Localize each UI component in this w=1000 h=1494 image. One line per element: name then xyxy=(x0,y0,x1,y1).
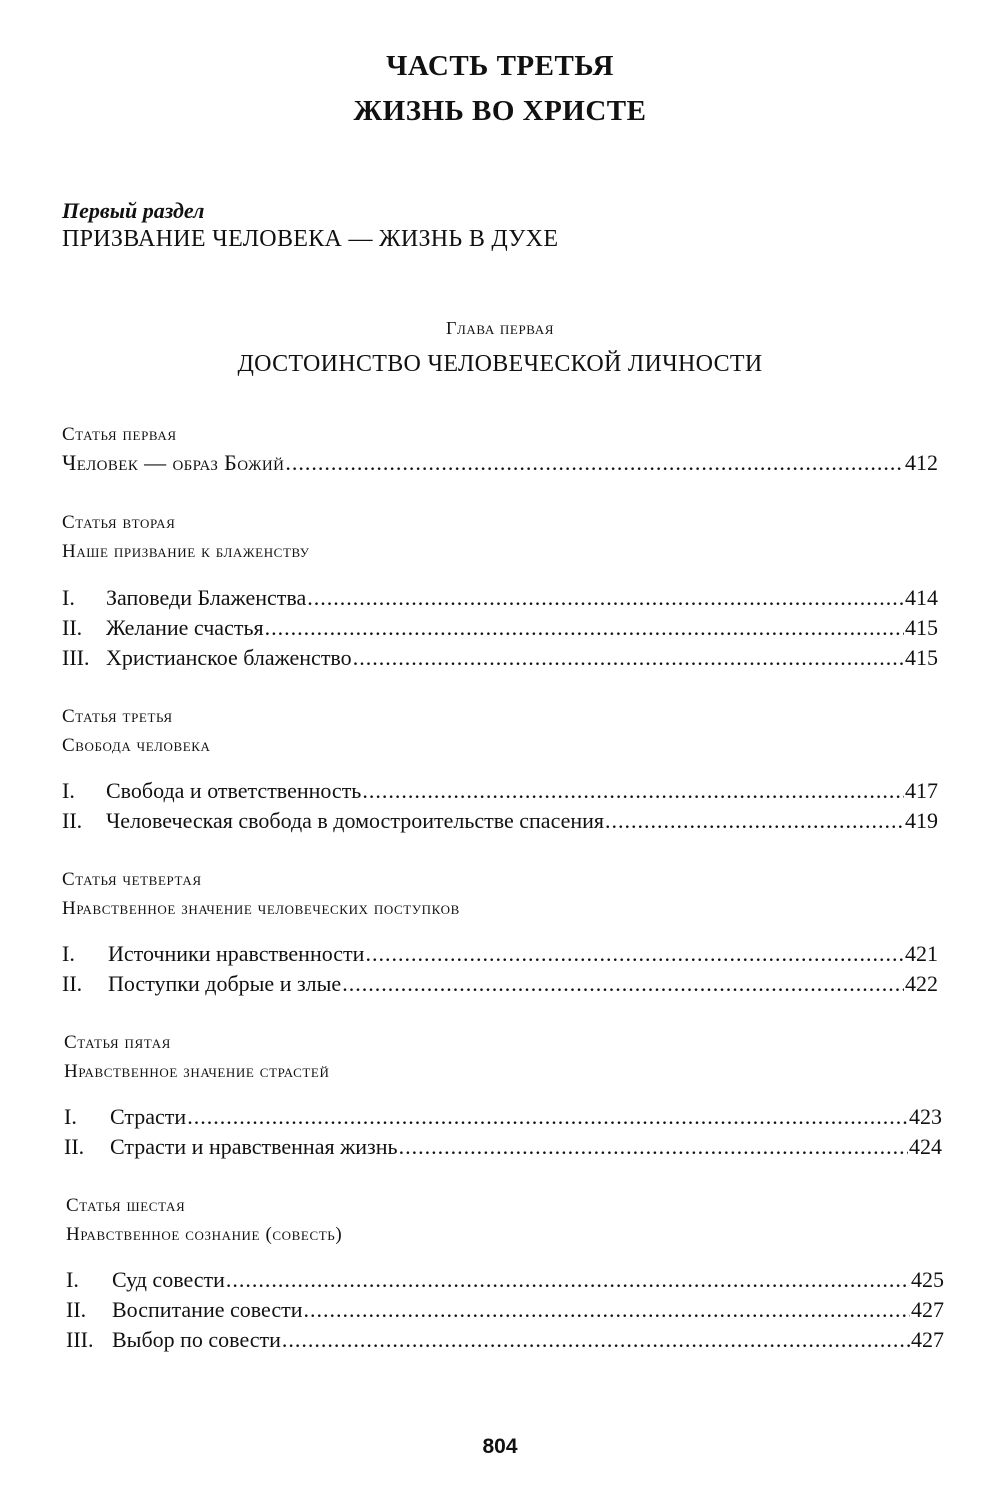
toc-entry-text: Воспитание совести xyxy=(112,1297,303,1322)
toc-leader-dots xyxy=(282,1325,910,1355)
toc-leader-dots xyxy=(307,583,904,613)
article-title: Наше призвание к блаженству xyxy=(62,541,310,562)
toc-entry-number: I. xyxy=(62,941,75,966)
toc-entry-page: 415 xyxy=(905,645,938,670)
toc-entry-page: 412 xyxy=(905,450,938,475)
toc-leader-dots xyxy=(226,1265,910,1295)
toc-entry-text: Человек — образ Божий xyxy=(62,450,285,475)
toc-entry-page: 417 xyxy=(905,778,938,803)
toc-entry[interactable] xyxy=(62,969,938,999)
toc-entry-text: Христианское блаженство xyxy=(106,645,352,670)
toc-entry-number: II. xyxy=(66,1297,87,1322)
toc-entry-text: Страсти xyxy=(110,1104,187,1129)
article-label: Статья пятая xyxy=(64,1032,171,1053)
toc-entry[interactable] xyxy=(64,1102,942,1132)
toc-leader-dots xyxy=(353,643,904,673)
toc-leader-dots xyxy=(399,1132,908,1162)
toc-entry[interactable] xyxy=(64,1132,942,1162)
toc-entry-number: I. xyxy=(62,778,75,803)
toc-entry[interactable] xyxy=(66,1265,944,1295)
toc-entry[interactable] xyxy=(62,939,938,969)
page-number: 804 xyxy=(482,1435,518,1458)
toc-leader-dots xyxy=(285,448,904,478)
toc-leader-dots xyxy=(187,1102,908,1132)
article-title: Свобода человека xyxy=(62,735,211,756)
toc-entry-page: 427 xyxy=(911,1327,944,1352)
toc-entry-number: II. xyxy=(62,808,83,833)
toc-entry-page: 427 xyxy=(911,1297,944,1322)
toc-entry-number: II. xyxy=(62,615,83,640)
toc-entry[interactable] xyxy=(62,776,938,806)
toc-entry-number: II. xyxy=(62,971,83,996)
chapter-title: ДОСТОИНСТВО ЧЕЛОВЕЧЕСКОЙ ЛИЧНОСТИ xyxy=(237,351,763,377)
toc-entry-text: Заповеди Блаженства xyxy=(106,585,307,610)
article-label: Статья четвертая xyxy=(62,869,202,890)
toc-entry-number: I. xyxy=(64,1104,77,1129)
toc-entry-text: Желание счастья xyxy=(106,615,264,640)
toc-entry-number: I. xyxy=(62,585,75,610)
toc-entry-text: Свобода и ответственность xyxy=(106,778,362,803)
toc-leader-dots xyxy=(362,776,904,806)
article-label: Статья первая xyxy=(62,424,177,445)
toc-entry-text: Источники нравственности xyxy=(108,941,365,966)
section-kicker: Первый раздел xyxy=(62,198,205,223)
toc-entry-text: Суд совести xyxy=(112,1267,225,1292)
toc-entry-page: 425 xyxy=(911,1267,944,1292)
toc-entry-page: 419 xyxy=(905,808,938,833)
toc-entry[interactable] xyxy=(62,643,938,673)
part-title-line1: ЧАСТЬ ТРЕТЬЯ xyxy=(386,50,614,82)
toc-entry-text: Выбор по совести xyxy=(112,1327,281,1352)
toc-entry[interactable] xyxy=(62,583,938,613)
toc-leader-dots xyxy=(605,806,904,836)
section-title: ПРИЗВАНИЕ ЧЕЛОВЕКА — ЖИЗНЬ В ДУХЕ xyxy=(62,226,559,252)
toc-entry-number: III. xyxy=(66,1327,94,1352)
toc-entry[interactable] xyxy=(66,1325,944,1355)
article-label: Статья вторая xyxy=(62,512,176,533)
toc-entry-text: Человеческая свобода в домостроительстве спасения xyxy=(106,808,605,833)
toc-entry-page: 423 xyxy=(909,1104,942,1129)
toc-entry-page: 414 xyxy=(905,585,938,610)
toc-entry[interactable] xyxy=(62,448,938,478)
article-title: Нравственное значение страстей xyxy=(64,1061,330,1082)
toc-entry-text: Страсти и нравственная жизнь xyxy=(110,1134,398,1159)
toc-entry-page: 424 xyxy=(909,1134,942,1159)
toc-entry[interactable] xyxy=(62,613,938,643)
toc-entry-number: III. xyxy=(62,645,90,670)
toc-entry-page: 421 xyxy=(905,941,938,966)
chapter-kicker: Глава первая xyxy=(445,318,555,338)
part-title-line2: ЖИЗНЬ ВО ХРИСТЕ xyxy=(353,95,647,127)
toc-entry[interactable] xyxy=(62,806,938,836)
article-title: Нравственное значение человеческих поступков xyxy=(62,898,460,919)
article-label: Статья третья xyxy=(62,706,173,727)
article-title: Нравственное сознание (совесть) xyxy=(66,1224,343,1245)
toc-entry-text: Поступки добрые и злые xyxy=(108,971,342,996)
article-label: Статья шестая xyxy=(66,1195,186,1216)
toc-entry[interactable] xyxy=(66,1295,944,1325)
toc-leader-dots xyxy=(365,939,904,969)
toc-leader-dots xyxy=(303,1295,910,1325)
toc-leader-dots xyxy=(265,613,904,643)
toc-entry-number: II. xyxy=(64,1134,85,1159)
toc-entry-page: 422 xyxy=(905,971,938,996)
toc-entry-page: 415 xyxy=(905,615,938,640)
toc-leader-dots xyxy=(342,969,904,999)
toc-entry-number: I. xyxy=(66,1267,79,1292)
